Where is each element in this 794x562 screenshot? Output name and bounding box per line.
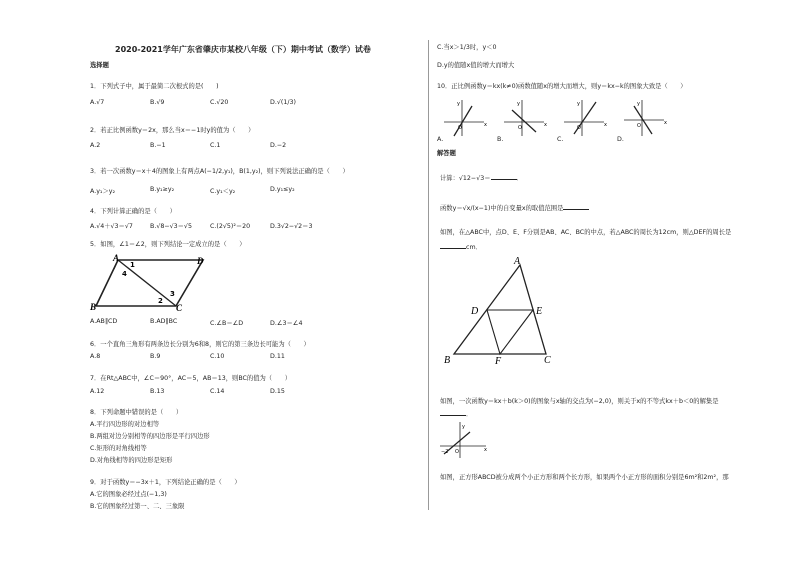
- q7-option-d: D.15: [270, 388, 285, 395]
- svg-text:x: x: [484, 122, 487, 128]
- q10-option-c: C.: [557, 136, 564, 143]
- exam-title: 2020-2021学年广东省肇庆市某校八年级（下）期中考试（数学）试卷: [115, 45, 371, 54]
- q13-label-f: F: [495, 356, 502, 367]
- q7-stem: 7．在Rt△ABC中，∠C＝90°，AC＝5，AB＝13，则BC的值为（ ）: [90, 375, 291, 382]
- q6-stem: 6．一个直角三角形有两条边长分别为6和8，则它的第三条边长可能为（ ）: [90, 341, 310, 348]
- q15-text: 如图，正方形ABCD被分成两个小正方形和两个长方形，如果两个小正方形的面积分别是6m²和2m²，那: [440, 474, 729, 481]
- q6-option-b: B.9: [150, 353, 161, 360]
- q11-answer-blank[interactable]: [491, 173, 517, 180]
- q12-line: [440, 203, 589, 213]
- q3-option-d: D.y₁≤y₂: [270, 186, 295, 193]
- q1-option-a: A.√7: [90, 99, 105, 106]
- q5-angle-4: 4: [122, 270, 127, 278]
- q1-option-d: D.√(1/3): [270, 99, 296, 106]
- q10-option-b: B.: [497, 136, 504, 143]
- q5-label-b: B: [90, 302, 97, 312]
- q10-option-a: A.: [437, 136, 444, 143]
- q2-stem: 2．若正比例函数y＝2x，那么当x＝−1时y的值为（ ）: [90, 127, 255, 134]
- q5-stem: 5．如图，∠1＝∠2，则下列结论一定成立的是（ ）: [90, 241, 246, 248]
- q9-option-b: B.它的图象经过第一、二、三象限: [90, 503, 185, 510]
- q10-graph-b: [504, 100, 547, 136]
- q10-graph-d: [624, 100, 667, 136]
- q5-label-d: D: [197, 256, 204, 266]
- q9-stem: 9．对于函数y＝−3x＋1，下列结论正确的是（ ）: [90, 479, 241, 486]
- q11-line: 计算：√12−√3＝ ．: [440, 175, 523, 182]
- q5-label-c: C: [176, 303, 183, 313]
- svg-text:y: y: [462, 424, 465, 430]
- q5-option-a: A.AB∥CD: [90, 318, 118, 325]
- q13-line2: cm．: [440, 242, 482, 252]
- q10-stem: 10．正比例函数y＝kx(k≠0)函数值随x的增大而增大，则y＝kx−k的图象大致是（ ）: [437, 83, 687, 90]
- svg-text:y: y: [457, 101, 460, 107]
- q4-option-c: C.(2√5)²＝20: [210, 223, 251, 230]
- svg-text:−2: −2: [441, 449, 449, 455]
- q4-option-a: A.√4＋√3＝√7: [90, 223, 133, 230]
- q13-label-e: E: [536, 306, 543, 317]
- q13-label-d: D: [471, 306, 479, 317]
- q6-option-d: D.11: [270, 353, 285, 360]
- q14-line1: 如图，一次函数y＝kx＋b(k＞0)的图象与x轴的交点为(−2,0)，则关于x的不等式kx＋b＜0的解集是: [440, 398, 719, 405]
- q7-option-a: A.12: [90, 388, 105, 395]
- q5-option-c: C.∠B＝∠D: [210, 320, 244, 327]
- svg-text:O: O: [637, 123, 641, 129]
- q4-stem: 4．下列计算正确的是（ ）: [90, 208, 176, 215]
- q1-option-c: C.√20: [210, 99, 229, 106]
- q2-option-c: C.1: [210, 142, 221, 149]
- q13-label-a: A: [514, 256, 521, 267]
- q13-triangle-figure: [440, 252, 570, 367]
- q8-stem: 8．下列命题中错误的是（ ）: [90, 409, 183, 416]
- q2-option-b: B.−1: [150, 142, 166, 149]
- q13-line1: 如图，在△ABC中，点D、E、F分别是AB、AC、BC的中点，若△ABC的周长为12cm，则△DEF的周长是: [440, 229, 732, 236]
- q5-option-d: D.∠3＝∠4: [270, 320, 303, 327]
- q14-line2: ．: [440, 409, 472, 419]
- q5-option-b: B.AD∥BC: [150, 318, 178, 325]
- q1-option-b: B.√9: [150, 99, 165, 106]
- q13-label-b: B: [444, 355, 451, 366]
- q5-label-a: A: [113, 253, 120, 263]
- svg-text:O: O: [577, 125, 581, 131]
- q1-stem: 1．下列式子中，属于最简二次根式的是( ): [90, 83, 219, 90]
- q4-option-d: D.3√2−√2＝3: [270, 223, 313, 230]
- q7-option-c: C.14: [210, 388, 225, 395]
- column-divider: [428, 40, 429, 510]
- q3-stem: 3．若一次函数y＝x＋4的图象上有两点A(−1/2,y₁)，B(1,y₂)，则下列说法正确的是（ ）: [90, 168, 349, 175]
- svg-text:O: O: [518, 125, 522, 131]
- q13-answer-blank[interactable]: [440, 242, 466, 249]
- q13-label-c: C: [544, 355, 551, 366]
- q3-option-b: B.y₁≥y₂: [150, 186, 175, 193]
- svg-text:x: x: [604, 122, 607, 128]
- q7-option-b: B.13: [150, 388, 165, 395]
- svg-text:x: x: [544, 122, 547, 128]
- svg-text:O: O: [458, 125, 462, 131]
- svg-text:y: y: [577, 101, 580, 107]
- q5-parallelogram-figure: [90, 253, 220, 313]
- svg-text:O: O: [455, 449, 459, 455]
- section-choice-heading: 选择题: [90, 62, 109, 69]
- q5-parallelogram: [96, 260, 203, 306]
- q5-diagonal: [118, 260, 176, 306]
- svg-text:y: y: [637, 101, 640, 107]
- q9-option-d: D.y的值随x值的增大而增大: [437, 62, 515, 69]
- svg-text:y: y: [517, 101, 520, 107]
- q2-option-a: A.2: [90, 142, 101, 149]
- q12-text: 函数y＝√x/(x−1)中的自变量x的取值范围是: [440, 205, 564, 212]
- q8-option-d: D.对角线相等的四边形是矩形: [90, 457, 173, 464]
- section-answer-heading: 解答题: [437, 150, 456, 157]
- svg-text:x: x: [664, 120, 667, 126]
- q12-answer-blank[interactable]: [563, 203, 589, 210]
- q13-triangle-def: [487, 310, 533, 354]
- q14-answer-blank[interactable]: [440, 409, 466, 416]
- q11-text: 计算：√12−√3＝: [440, 175, 491, 182]
- q5-angle-3: 3: [170, 290, 175, 298]
- q5-angle-2: 2: [158, 297, 163, 305]
- q8-option-b: B.两组对边分别相等的四边形是平行四边形: [90, 433, 210, 440]
- q3-option-c: C.y₁＜y₂: [210, 188, 236, 195]
- q3-option-a: A.y₁＞y₂: [90, 188, 115, 195]
- q5-angle-1: 1: [130, 261, 135, 269]
- q14-graph: [438, 420, 498, 460]
- q8-option-a: A.平行四边形的对边相等: [90, 421, 160, 428]
- svg-text:x: x: [484, 447, 487, 453]
- q10-graph-c: [564, 100, 607, 136]
- q4-option-b: B.√8−√3＝√5: [150, 223, 192, 230]
- q9-option-c: C.当x＞1/3时，y＜0: [437, 44, 497, 51]
- q9-option-a: A.它的图象必经过点(−1,3): [90, 491, 167, 498]
- q10-graph-a: [444, 100, 487, 136]
- q2-option-d: D.−2: [270, 142, 287, 149]
- q8-option-c: C.矩形的对角线相等: [90, 445, 147, 452]
- q10-option-d: D.: [617, 136, 624, 143]
- q6-option-a: A.8: [90, 353, 101, 360]
- q6-option-c: C.10: [210, 353, 225, 360]
- q10-graphs: [440, 98, 740, 138]
